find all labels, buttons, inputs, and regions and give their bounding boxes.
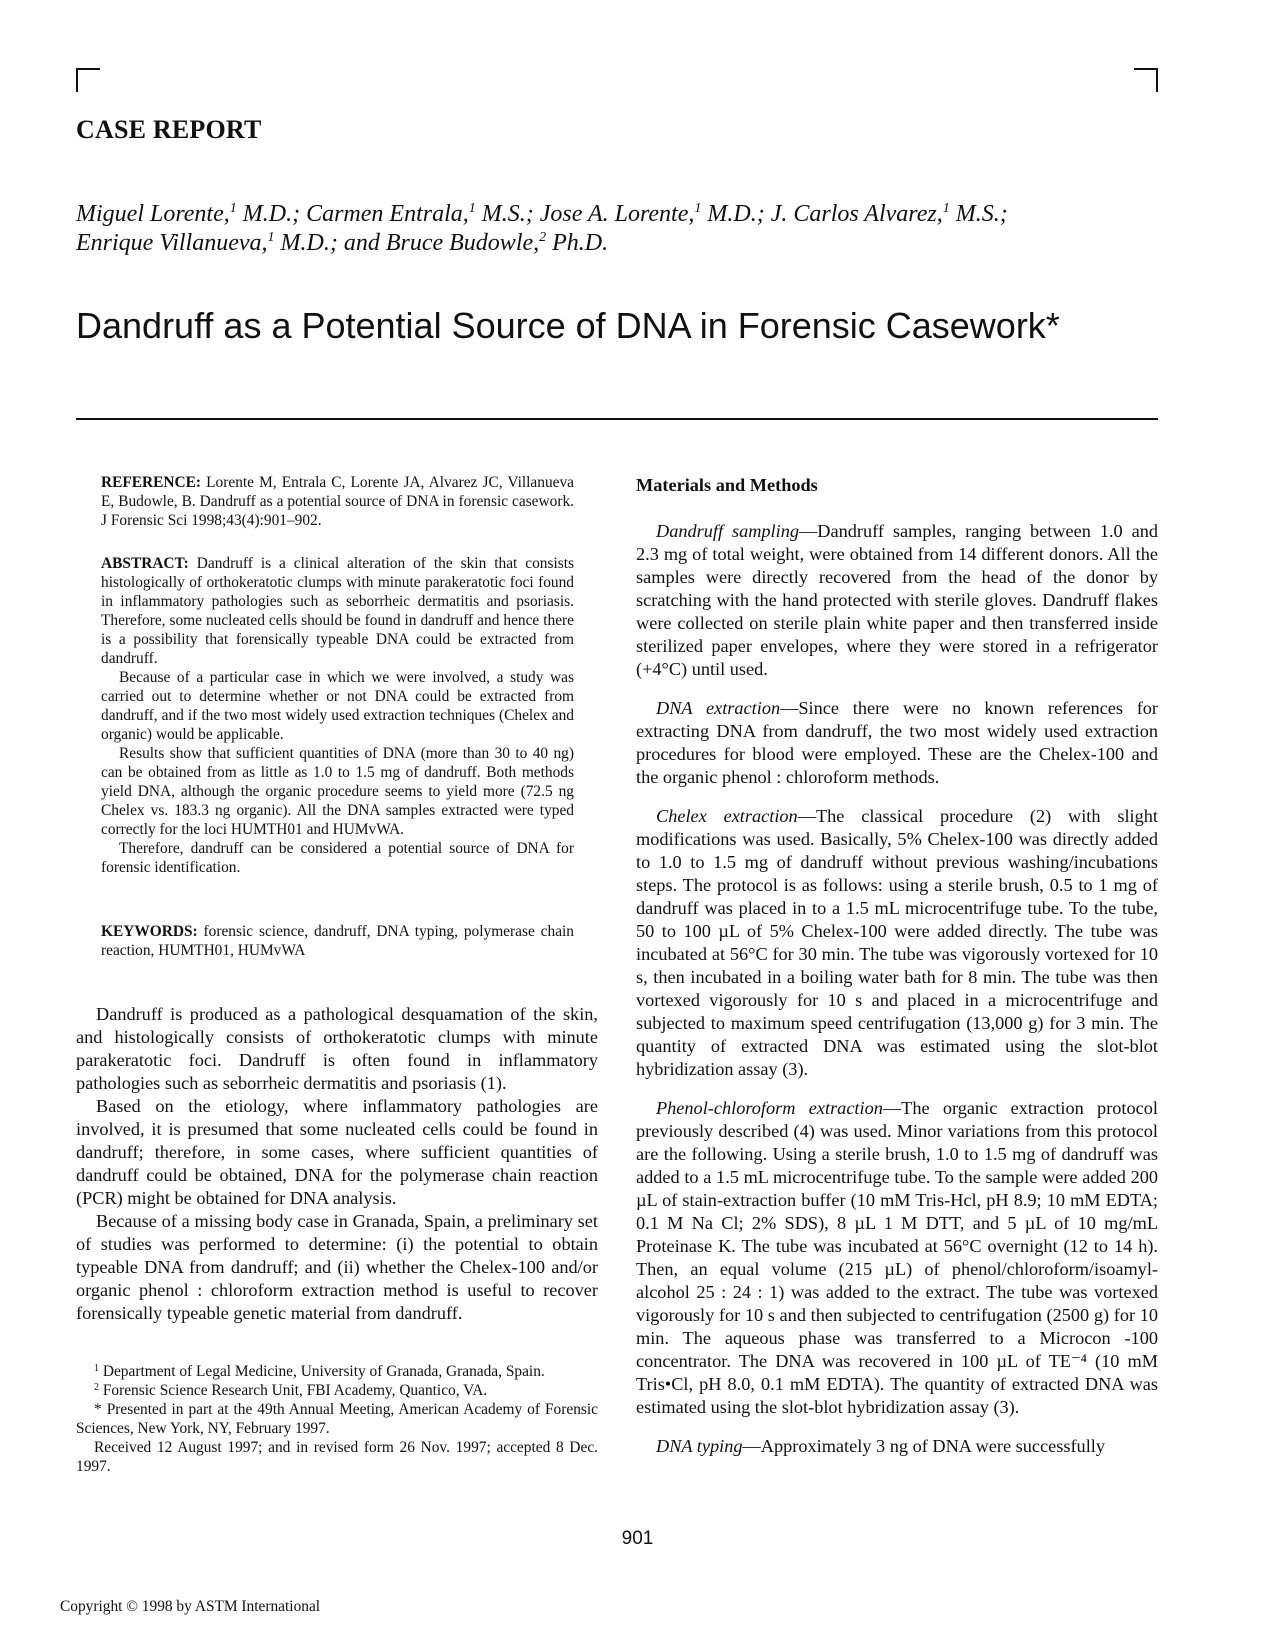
section-label: CASE REPORT [76,115,262,144]
crop-mark-top-right [1134,68,1158,92]
abstract-paragraph: Therefore, dandruff can be considered a potential source of DNA for forensic identification. [101,840,574,876]
methods-paragraph [636,1097,1158,1419]
copyright-notice: Copyright © 1998 by ASTM International [60,1598,321,1615]
author-degree: Ph.D. [546,230,609,256]
author-name: Enrique Villanueva, [76,230,268,256]
author-degree: M.S.; [475,201,540,227]
abstract-label: ABSTRACT: [101,555,189,572]
keywords-text: forensic science, dandruff, DNA typing, polymerase chain reaction, HUMTH01, HUMvWA [101,923,574,959]
subsection-title: Phenol-chloroform extraction [656,1098,883,1118]
author-degree: M.S.; [949,201,1008,227]
body-paragraph: Based on the etiology, where inflammatory pathologies are involved, it is presumed that some nucleated cells could be found in dandruff; therefore, in some cases, where sufficient quantities of dandruff could be obtained, DNA for the polymerase chain reaction (PCR) might be obtained for DNA analysis. [76,1096,598,1208]
footnotes [76,1362,598,1476]
methods-paragraph [636,697,1158,789]
footnote [76,1381,598,1400]
footnote-text: Forensic Science Research Unit, FBI Academy, Quantico, VA. [99,1382,488,1399]
section-heading: Materials and Methods [636,475,818,495]
subsection-title: DNA typing [656,1436,743,1456]
introduction [76,1003,598,1325]
methods-paragraph [636,1435,1158,1458]
author-name: Carmen Entrala, [306,201,469,227]
affiliation-marker: 1 [942,201,950,216]
author-name: Miguel Lorente, [76,201,230,227]
author-name: Bruce Budowle, [385,230,540,256]
reference-block [101,473,574,530]
keywords-block [101,922,574,960]
affiliation-marker: 1 [267,230,275,245]
paragraph-text: —Since there were no known references for extracting DNA from dandruff, the two most widely used extraction procedures for blood were employed. These are the Chelex-100 and the organic phenol : chloroform methods. [636,698,1159,787]
affiliation-marker: 1 [229,201,237,216]
footnote: Received 12 August 1997; and in revised form 26 Nov. 1997; accepted 8 Dec. 1997. [76,1439,598,1475]
author-list [76,200,1156,258]
body-paragraph: Dandruff is produced as a pathological desquamation of the skin, and histologically consists of orthokeratotic clumps with minute parakeratotic foci. Dandruff is often found in inflammatory pathologies such as seborrheic dermatitis and psoriasis (1). [76,1004,598,1093]
footnote: * Presented in part at the 49th Annual Meeting, American Academy of Forensic Sciences, New York, NY, February 1997. [76,1401,598,1437]
article-title: Dandruff as a Potential Source of DNA in Forensic Casework* [76,305,1060,346]
paragraph-text: —The classical procedure (2) with slight modifications was used. Basically, 5% Chelex-100 was directly added to 1.0 to 1.5 mg of dandruff without previous washing/incubations steps. The protocol is as follows: using a sterile brush, 0.5 to 1 mg of dandruff was placed in to a 1.5 mL microcentrifuge tube. To the tube, 50 to 100 µL of 5% Chelex-100 were added directly. The tube was incubated at 56°C for 30 min. The tube was vigorously vortexed for 10 s, then incubated in a boiling water bath for 8 min. The tube was then vortexed vigorously for 10 s and placed in a microcentrifuge and subjected to maximum speed centrifugation (13,000 g) for 3 min. The quantity of extracted DNA was estimated using the slot-blot hybridization assay (3). [636,806,1158,1079]
paragraph-text: —The organic extraction protocol previously described (4) was used. Minor variations from this protocol are the following. Using a sterile brush, 1.0 to 1.5 mg of dandruff was added to a 1.5 mL microcentrifuge tube. To the sample were added 200 µL of stain-extraction buffer (10 mM Tris-Hcl, pH 8.9; 10 mM EDTA; 0.1 M Na Cl; 2% SDS), 8 µL 1 M DTT, and 5 µL of 10 mg/mL Proteinase K. The tube was incubated at 56°C overnight (12 to 14 h). Then, an equal volume (215 µL) of phenol/chloroform/isoamyl-alcohol 25 : 24 : 1) was added to the extract. The tube was vortexed vigorously for 10 s and then subjected to centrifugation (2500 g) for 10 min. The aqueous phase was transferred to a Microcon -100 concentrator. The DNA was recovered in 100 µL of TE⁻⁴ (10 mM Tris•Cl, pH 8.0, 0.1 mM EDTA). The quantity of extracted DNA was estimated using the slot-blot hybridization assay (3). [636,1098,1158,1417]
paragraph-text: —Dandruff samples, ranging between 1.0 and 2.3 mg of total weight, were obtained from 14 different donors. All the samples were directly recovered from the head of the donor by scratching with the hand protected with sterile gloves. Dandruff flakes were collected on sterile plain white paper and then transferred inside sterilized paper envelopes, where they were stored in a refrigerator (+4°C) until used. [636,521,1158,679]
body-paragraph: Because of a missing body case in Granada, Spain, a preliminary set of studies was performed to determine: (i) the potential to obtain typeable DNA from dandruff; and (ii) whether the Chelex-100 and/or organic phenol : chloroform extraction method is useful to recover forensically typeable genetic material from dandruff. [76,1211,598,1323]
methods-paragraph [636,805,1158,1081]
methods-paragraph [636,520,1158,681]
abstract-paragraph: Results show that sufficient quantities of DNA (more than 30 to 40 ng) can be obtained from as little as 1.0 to 1.5 mg of dandruff. Both methods yield DNA, although the organic procedure seems to yield more (72.5 ng Chelex vs. 183.3 ng organic). All the DNA samples extracted were typed correctly for the loci HUMTH01 and HUMvWA. [101,745,574,838]
footnote [76,1362,598,1381]
reference-text: Lorente M, Entrala C, Lorente JA, Alvarez JC, Villanueva E, Budowle, B. Dandruff as a potential source of DNA in forensic casework. J Forensic Sci 1998;43(4):901–902. [101,474,574,529]
methods-section [636,474,1158,1474]
author-line-2 [76,229,1156,258]
abstract-paragraph: Because of a particular case in which we were involved, a study was carried out to determine whether or not DNA could be extracted from dandruff, and if the two most widely used extraction techniques (Chelex and organic) would be applicable. [101,669,574,743]
footnote-marker: 1 [94,1363,99,1374]
author-name: J. Carlos Alvarez, [770,201,943,227]
subsection-title: Dandruff sampling [656,521,799,541]
affiliation-marker: 2 [539,230,547,245]
footnote-marker: 2 [94,1382,99,1393]
author-degree: M.D.; [701,201,771,227]
crop-mark-top-left [76,68,100,92]
keywords-label: KEYWORDS: [101,923,198,940]
subsection-title: Chelex extraction [656,806,798,826]
author-degree: M.D.; [236,201,307,227]
footnote-text: Department of Legal Medicine, University of Granada, Granada, Spain. [99,1363,545,1380]
abstract-paragraph: Dandruff is a clinical alteration of the skin that consists histologically of orthokeratotic clumps with minute parakeratotic foci found in inflammatory pathologies such as seborrheic dermatitis and psoriasis. Therefore, some nucleated cells should be found in dandruff and hence there is a possibility that forensically typeable DNA could be extracted from dandruff. [101,555,574,667]
paragraph-text: —Approximately 3 ng of DNA were successfully [742,1436,1106,1456]
abstract-block [101,554,574,877]
title-divider [76,418,1158,420]
reference-label: REFERENCE: [101,474,202,491]
affiliation-marker: 1 [694,201,702,216]
affiliation-marker: 1 [468,201,476,216]
subsection-title: DNA extraction [656,698,781,718]
author-degree: M.D.; and [274,230,386,256]
page-number: 901 [621,1528,654,1549]
author-name: Jose A. Lorente, [539,201,695,227]
author-line-1 [76,200,1156,229]
